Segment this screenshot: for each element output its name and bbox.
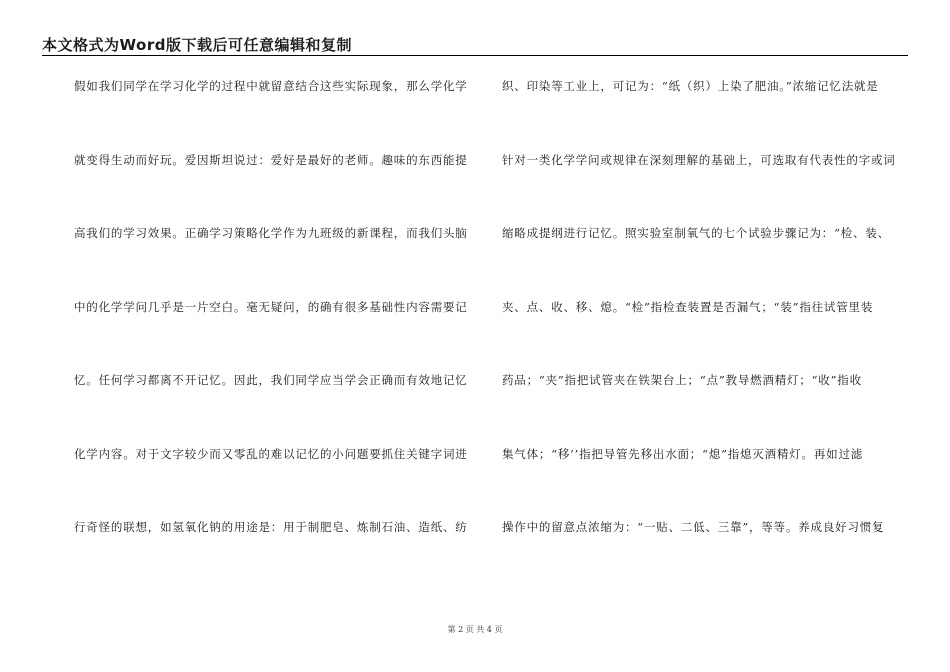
text-line: 化学内容。对于文字较少而又零乱的难以记忆的小问题要抓住关键字词进 [74, 446, 468, 461]
right-text-column [502, 78, 896, 593]
page-number: 第 2 页 共 4 页 [447, 625, 503, 634]
header-divider [42, 55, 908, 56]
text-line: 中的化学学问几乎是一片空白。毫无疑问，的确有很多基础性内容需要记 [74, 299, 468, 314]
text-line: 针对一类化学学问或规律在深刻理解的基础上，可选取有代表性的字或词 [502, 152, 896, 167]
text-line: 夹、点、收、移、熄。“检”指检查装置是否漏气；“装”指往试管里装 [502, 299, 874, 314]
text-line: 就变得生动而好玩。爱因斯坦说过：爱好是最好的老师。趣味的东西能提 [74, 152, 468, 167]
text-line: 缩略成提纲进行记忆。照实验室制氧气的七个试验步骤记为：“检、装、 [502, 226, 890, 240]
text-line: 高我们的学习效果。正确学习策略化学作为九班级的新课程，而我们头脑 [74, 226, 468, 240]
text-line: 织、印染等工业上，可记为：“纸（织）上染了肥油。”浓缩记忆法就是 [502, 79, 879, 93]
text-line: 忆。任何学习都离不开记忆。因此，我们同学应当学会正确而有效地记忆 [74, 373, 468, 387]
left-text-column [74, 78, 468, 593]
text-line: 行奇怪的联想，如氢氧化钠的用途是：用于制肥皂、炼制石油、造纸、纺 [74, 520, 468, 534]
text-line: 集气体；“移’’指把导管先移出水面；“熄”指熄灭酒精灯。再如过滤 [502, 446, 864, 461]
text-line: 假如我们同学在学习化学的过程中就留意结合这些实际现象，那么学化学 [74, 79, 468, 93]
text-line: 药品；“夹”指把试管夹在铁架台上；“点”教导燃酒精灯；“收”指收 [502, 373, 862, 387]
text-line: 操作中的留意点浓缩为：“一贴、二低、三靠”，等等。养成良好习惯复 [502, 520, 885, 534]
document-header-title: 本文格式为Word版下载后可任意编辑和复制 [42, 36, 352, 54]
